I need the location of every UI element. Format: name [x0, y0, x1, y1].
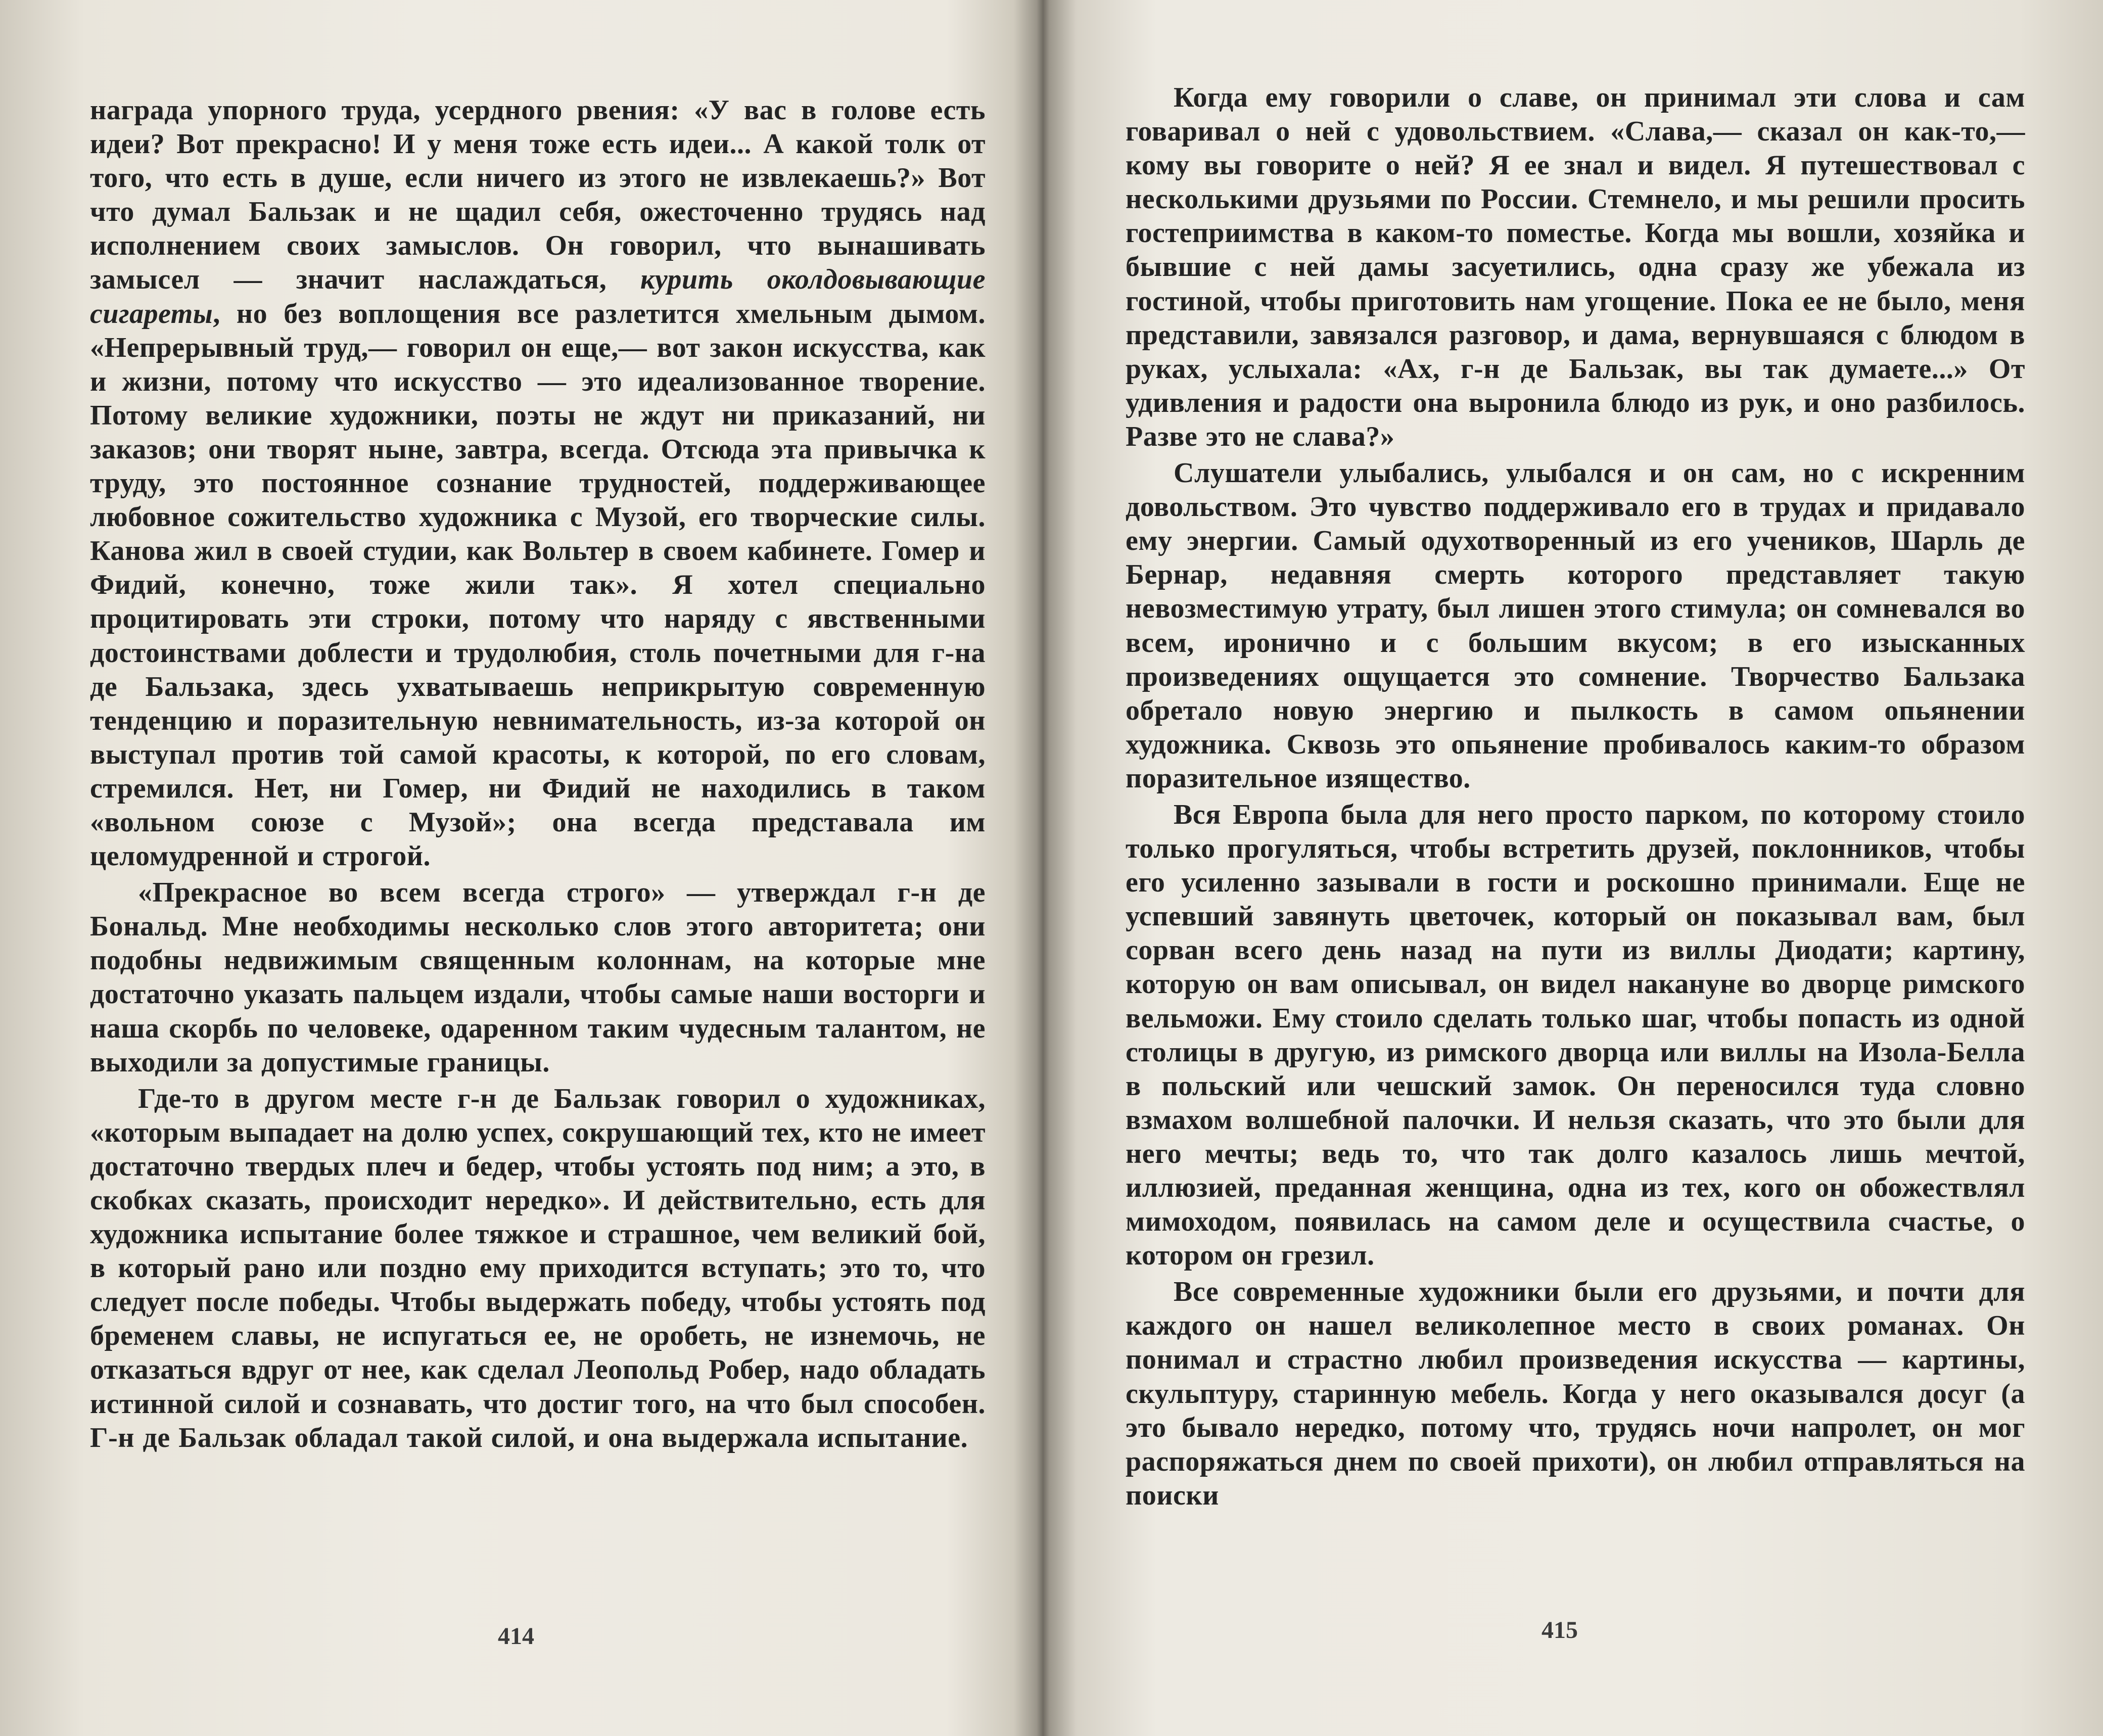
text-segment: «Прекрасное во всем всегда строго» — утверждал г-н де Бональд. Мне необходимы несколько слов этого авторитета; они подобны недвижимым священным колоннам, на которые мне достаточно указать пальцем издали, чтобы самые наши восторги и наша скорбь по человеке, одаренном таким чудесным талантом, не выходили за допустимые границы.: [90, 877, 986, 1078]
paragraph: [1126, 1275, 2025, 1513]
right-page-number: 415: [1541, 1617, 1578, 1644]
paragraph: [1126, 798, 2025, 1273]
italic-text-segment: курить околдовывающие сигареты: [90, 264, 986, 330]
paragraph: [1126, 456, 2025, 795]
paragraph: [90, 876, 986, 1080]
text-segment: награда упорного труда, усердного рвения: «У вас в голове есть идеи? Вот прекрасно! И у меня тоже есть идеи... А какой толк от того, что есть в душе, если ничего из этого не извлекаешь?» Вот что думал Бальзак и не щадил себя, ожесточенно трудясь над исполнением своих замыслов. Он говорил, что вынашивать замысел — значит наслаждаться,: [90, 95, 986, 296]
left-page-number: 414: [498, 1623, 534, 1650]
right-page-text: [1126, 81, 2025, 1513]
left-page-text: [90, 93, 986, 1455]
right-page: [1051, 0, 2103, 1736]
text-segment: Все современные художники были его друзьями, и почти для каждого он нашел великолепное место в своих романах. Он понимал и страстно любил произведения искусства — картины, скульптуру, старинную мебель. Когда у него оказывался досуг (а это бывало нередко, потому что, трудясь ночи напролет, он мог распоряжаться днем по своей прихоти), он любил отправляться на поиски: [1126, 1276, 2025, 1511]
paragraph: [90, 1082, 986, 1455]
text-segment: Где-то в другом месте г-н де Бальзак говорил о художниках, «которым выпадает на долю успех, сокрушающий тех, кто не имеет достаточно твердых плеч и бедер, чтобы устоять под ним; а это, в скобках сказать, происходит нередко». И действительно, есть для художника испытание более тяжкое и страшное, чем великий бой, в который рано или поздно ему приходится вступать; это то, что следует после победы. Чтобы выдержать победу, чтобы устоять под бременем славы, не испугаться ее, не оробеть, не изнемочь, не отказаться вдруг от нее, как сделал Леопольд Робер, надо обладать истинной силой и сознавать, что достиг того, на что был способен. Г-н де Бальзак обладал такой силой, и она выдержала испытание.: [90, 1083, 986, 1453]
paragraph: [1126, 81, 2025, 454]
text-segment: , но без воплощения все разлетится хмельным дымом. «Непрерывный труд,— говорил он еще,— вот закон искусства, как и жизни, потому что искусство — это идеализованное творение. Потому великие художники, поэты не ждут ни приказаний, ни заказов; они творят ныне, завтра, всегда. Отсюда эта привычка к труду, это постоянное сознание трудностей, поддерживающее любовное сожительство художника с Музой, его творческие силы. Канова жил в своей студии, как Вольтер в своем кабинете. Гомер и Фидий, конечно, тоже жили так». Я хотел специально процитировать эти строки, потому что наряду с явственными достоинствами доблести и трудолюбия, столь почетными для г-на де Бальзака, здесь ухватываешь неприкрытую современную тенденцию и поразительную невнимательность, из-за которой он выступал против той самой красоты, к которой, по его словам, стремился. Нет, ни Гомер, ни Фидий не находились в таком «вольном союзе с Музой»; она всегда представала им целомудренной и строгой.: [90, 298, 986, 872]
left-page: [0, 0, 1026, 1736]
text-segment: Когда ему говорили о славе, он принимал эти слова и сам говаривал о ней с удовольствием. «Слава,— сказал он как-то,— кому вы говорите о ней? Я ее знал и видел. Я путешествовал с несколькими друзьями по России. Стемнело, и мы решили просить гостеприимства в каком-то поместье. Когда мы вошли, хозяйка и бывшие с ней дамы засуетились, одна сразу же убежала из гостиной, чтобы приготовить нам угощение. Пока ее не было, меня представили, завязался разговор, и дама, вернувшаяся с блюдом в руках, услыхала: «Ах, г-н де Бальзак, вы так думаете...» От удивления и радости она выронила блюдо из рук, и оно разбилось. Разве это не слава?»: [1126, 82, 2025, 452]
text-segment: Слушатели улыбались, улыбался и он сам, но с искренним довольством. Это чувство поддерживало его в трудах и придавало ему энергии. Самый одухотворенный из его учеников, Шарль де Бернар, недавняя смерть которого представляет такую невозместимую утрату, был лишен этого стимула; он сомневался во всем, иронично и с большим вкусом; в его изысканных произведениях ощущается это сомнение. Творчество Бальзака обретало новую энергию и пылкость в самом опьянении художника. Сквозь это опьянение пробивалось каким-то образом поразительное изящество.: [1126, 457, 2025, 794]
paragraph: [90, 93, 986, 873]
text-segment: Вся Европа была для него просто парком, по которому стоило только прогуляться, чтобы встретить друзей, поклонников, чтобы его усиленно зазывали в гости и роскошно принимали. Еще не успевший завянуть цветочек, который он показывал вам, был сорван всего день назад на пути из виллы Диодати; картину, которую он вам описывал, он видел накануне во дворце римского вельможи. Ему стоило сделать только шаг, чтобы попасть из одной столицы в другую, из римского дворца или виллы на Изола-Белла в польский или чешский замок. Он переносился туда словно взмахом волшебной палочки. И нельзя сказать, что это были для него мечты; ведь то, что так долго казалось лишь мечтой, иллюзией, преданная женщина, одна из тех, кого он обожествлял мимоходом, появилась на самом деле и осуществила счастье, о котором он грезил.: [1126, 799, 2025, 1272]
